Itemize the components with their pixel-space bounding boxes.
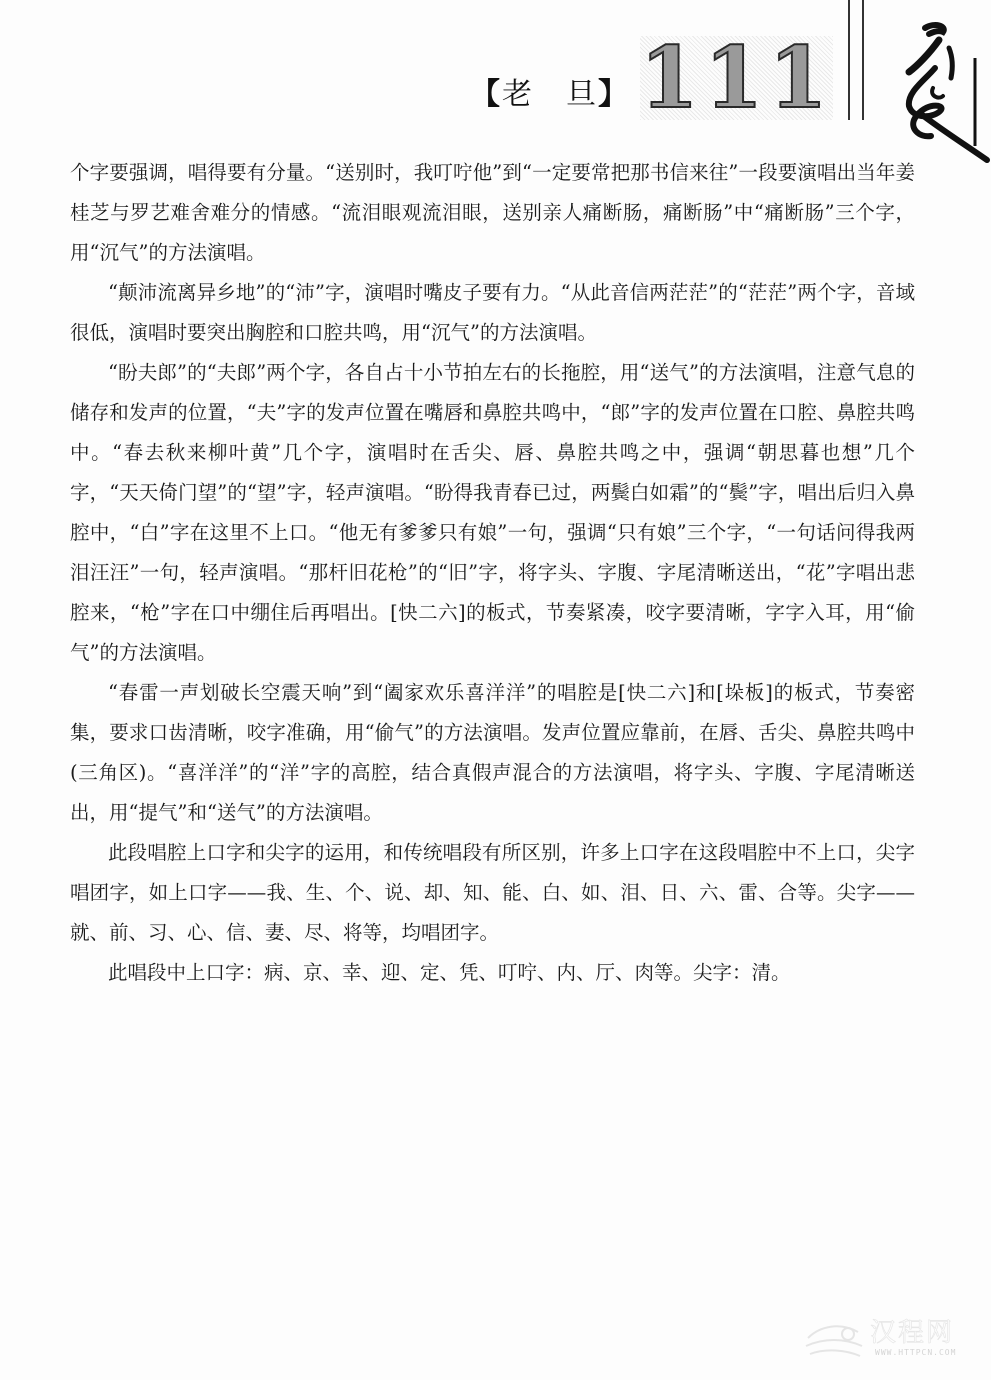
paragraph: “盼夫郎”的“夫郎”两个字，各自占十小节拍左右的长拖腔，用“送气”的方法演唱，注意气息的储存和发声的位置，“夫”字的发声位置在嘴唇和鼻腔共鸣中，“郎”字的发声位置在口腔、鼻腔共鸣中。“春去秋来柳叶黄”几个字，演唱时在舌尖、唇、鼻腔共鸣之中，强调“朝思暮也想”几个字，“天天倚门望”的“望”字，轻声演唱。“盼得我青春已过，两鬓白如霜”的“鬓”字，唱出后归入鼻腔中，“白”字在这里不上口。“他无有爹爹只有娘”一句，强调“只有娘”三个字，“一句话问得我两泪汪汪”一句，轻声演唱。“那杆旧花枪”的“旧”字，将字头、字腹、字尾清晰送出，“花”字唱出悲腔来，“枪”字在口中绷住后再唱出。[快二六]的板式，节奏紧凑，咬字要清晰，字字入耳，用“偷气”的方法演唱。 [70, 361, 915, 664]
section-label [470, 77, 630, 112]
paragraph: “颠沛流离异乡地”的“沛”字，演唱时嘴皮子要有力。“从此音信两茫茫”的“茫茫”两个字，音域很低，演唱时要突出胸腔和口腔共鸣，用“沉气”的方法演唱。 [70, 281, 915, 344]
running-header [470, 28, 834, 127]
header-rule-left [848, 0, 850, 120]
watermark-logo-icon [800, 1308, 870, 1363]
bracket-right: 】 [598, 77, 630, 112]
bracket-left: 【 [470, 77, 502, 112]
paragraph: 此段唱腔上口字和尖字的运用，和传统唱段有所区别，许多上口字在这段唱腔中不上口，尖字唱团字，如上口字——我、生、个、说、却、知、能、白、如、泪、日、六、雷、合等。尖字——就、前、习、心、信、妻、尽、将等，均唱团字。 [70, 841, 915, 944]
page-number: 111 [640, 28, 834, 127]
paragraph: 此唱段中上口字：病、京、幸、迎、定、凭、叮咛、内、厅、肉等。尖字：清。 [108, 961, 791, 984]
calligraphy-liu-icon [895, 18, 991, 163]
paragraph: 个字要强调，唱得要有分量。“送别时，我叮咛他”到“一定要常把那书信来往”一段要演唱出当年姜桂芝与罗艺难舍难分的情感。“流泪眼观流泪眼，送别亲人痛断肠，痛断肠”中“痛断肠”三个字，用“沉气”的方法演唱。 [70, 161, 915, 264]
watermark-brand: 汉程网 [870, 1318, 955, 1348]
body-text [70, 153, 915, 993]
watermark-url: WWW.HTTPCN.COM [875, 1348, 957, 1357]
watermark [800, 1308, 985, 1368]
paragraph: “春雷一声划破长空震天响”到“阖家欢乐喜洋洋”的唱腔是[快二六]和[垛板]的板式，节奏密集，要求口齿清晰，咬字准确，用“偷气”的方法演唱。发声位置应靠前，在唇、舌尖、鼻腔共鸣中(三角区)。“喜洋洋”的“洋”字的高腔，结合真假声混合的方法演唱，将字头、字腹、字尾清晰送出，用“提气”和“送气”的方法演唱。 [70, 681, 915, 824]
header-rule-right [862, 0, 864, 120]
section-title: 老 旦 [502, 77, 598, 112]
